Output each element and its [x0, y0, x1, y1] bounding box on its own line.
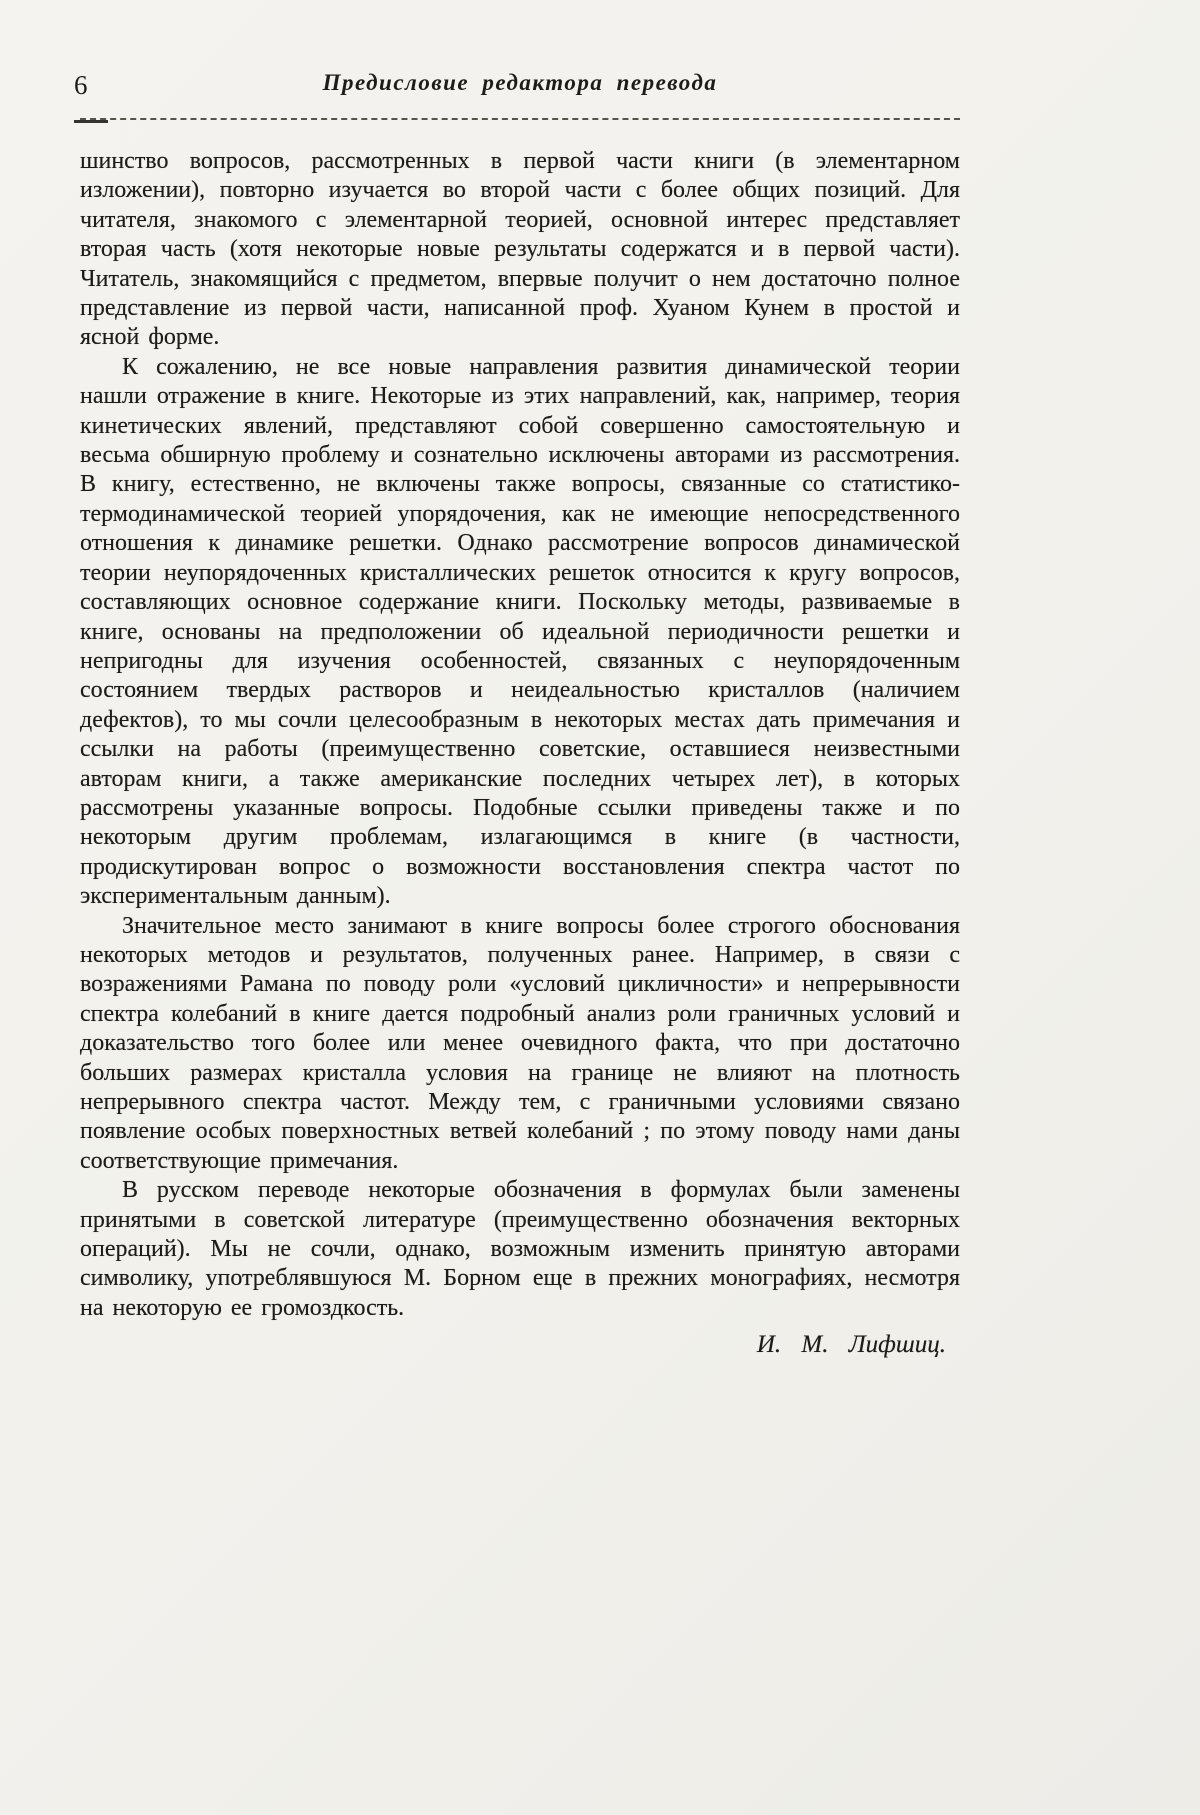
page-header	[74, 70, 960, 106]
text-block	[74, 70, 960, 1359]
page-number: 6	[74, 70, 89, 100]
paragraph: В русском переводе некоторые обозначения в формулах были заменены принятыми в советской литературе (преимущественно обозначения векторных операций). Мы не сочли, однако, возможным изменить принятую авторами символику, употреблявшуюся М. Борном еще в прежних монографиях, несмотря на некоторую ее громоздкость.	[80, 1177, 960, 1321]
header-rule	[80, 110, 960, 120]
body-text	[80, 147, 960, 1323]
paragraph-continuation: шинство вопросов, рассмотренных в первой части книги (в элементарном изложении), повторно изучается во второй части с более общих позиций. Для читателя, знакомого с элементарной теорией, основной интерес представляет вторая часть (хотя некоторые новые результаты содержатся и в первой части). Читатель, знакомящийся с предметом, впервые получит о нем достаточно полное представление из первой части, написанной проф. Хуаном Кунем в простой и ясной форме.	[80, 148, 960, 351]
author-signature: И. М. Лифшиц.	[756, 1331, 946, 1359]
paragraph: К сожалению, не все новые направления развития динамической теории нашли отражение в книге. Некоторые из этих направлений, как, например, теория кинетических явлений, представляют собой совершенно самостоятельную и весьма обширную проблему и сознательно исключены авторами из рассмотрения. В книгу, естественно, не включены также вопросы, связанные со статистико-термодинамической теорией упорядочения, как не имеющие непосредственного отношения к динамике решетки. Однако рассмотрение вопросов динамической теории неупорядоченных кристаллических решеток относится к кругу вопросов, составляющих основное содержание книги. Поскольку методы, развиваемые в книге, основаны на предположении об идеальной периодичности решетки и непригодны для изучения особенностей, связанных с неупорядоченным состоянием твердых растворов и неидеальностью кристаллов (наличием дефектов), то мы сочли целесообразным в некоторых местах дать примечания и ссылки на работы (преимущественно советские, оставшиеся неизвестными авторам книги, а также американские последних четырех лет), в которых рассмотрены указанные вопросы. Подобные ссылки приведены также и по некоторым другим проблемам, излагающимся в книге (в частности, продискутирован вопрос о возможности восстановления спектра частот по экспериментальным данным).	[80, 353, 960, 910]
paragraph: Значительное место занимают в книге вопросы более строгого обоснования некоторых методов и результатов, полученных ранее. Например, в связи с возражениями Рамана по поводу роли «условий цикличности» и непрерывности спектра колебаний в книге дается подробный анализ роли граничных условий и доказательство того более или менее очевидного факта, что при достаточно больших размерах кристалла условия на границе не влияют на плотность непрерывного спектра частот. Между тем, с граничными условиями связано появление особых поверхностных ветвей колебаний ; по этому поводу нами даны соответствующие примечания.	[80, 912, 960, 1174]
running-head-title: Предисловие редактора перевода	[322, 70, 718, 95]
header-rule-tick	[74, 120, 108, 123]
